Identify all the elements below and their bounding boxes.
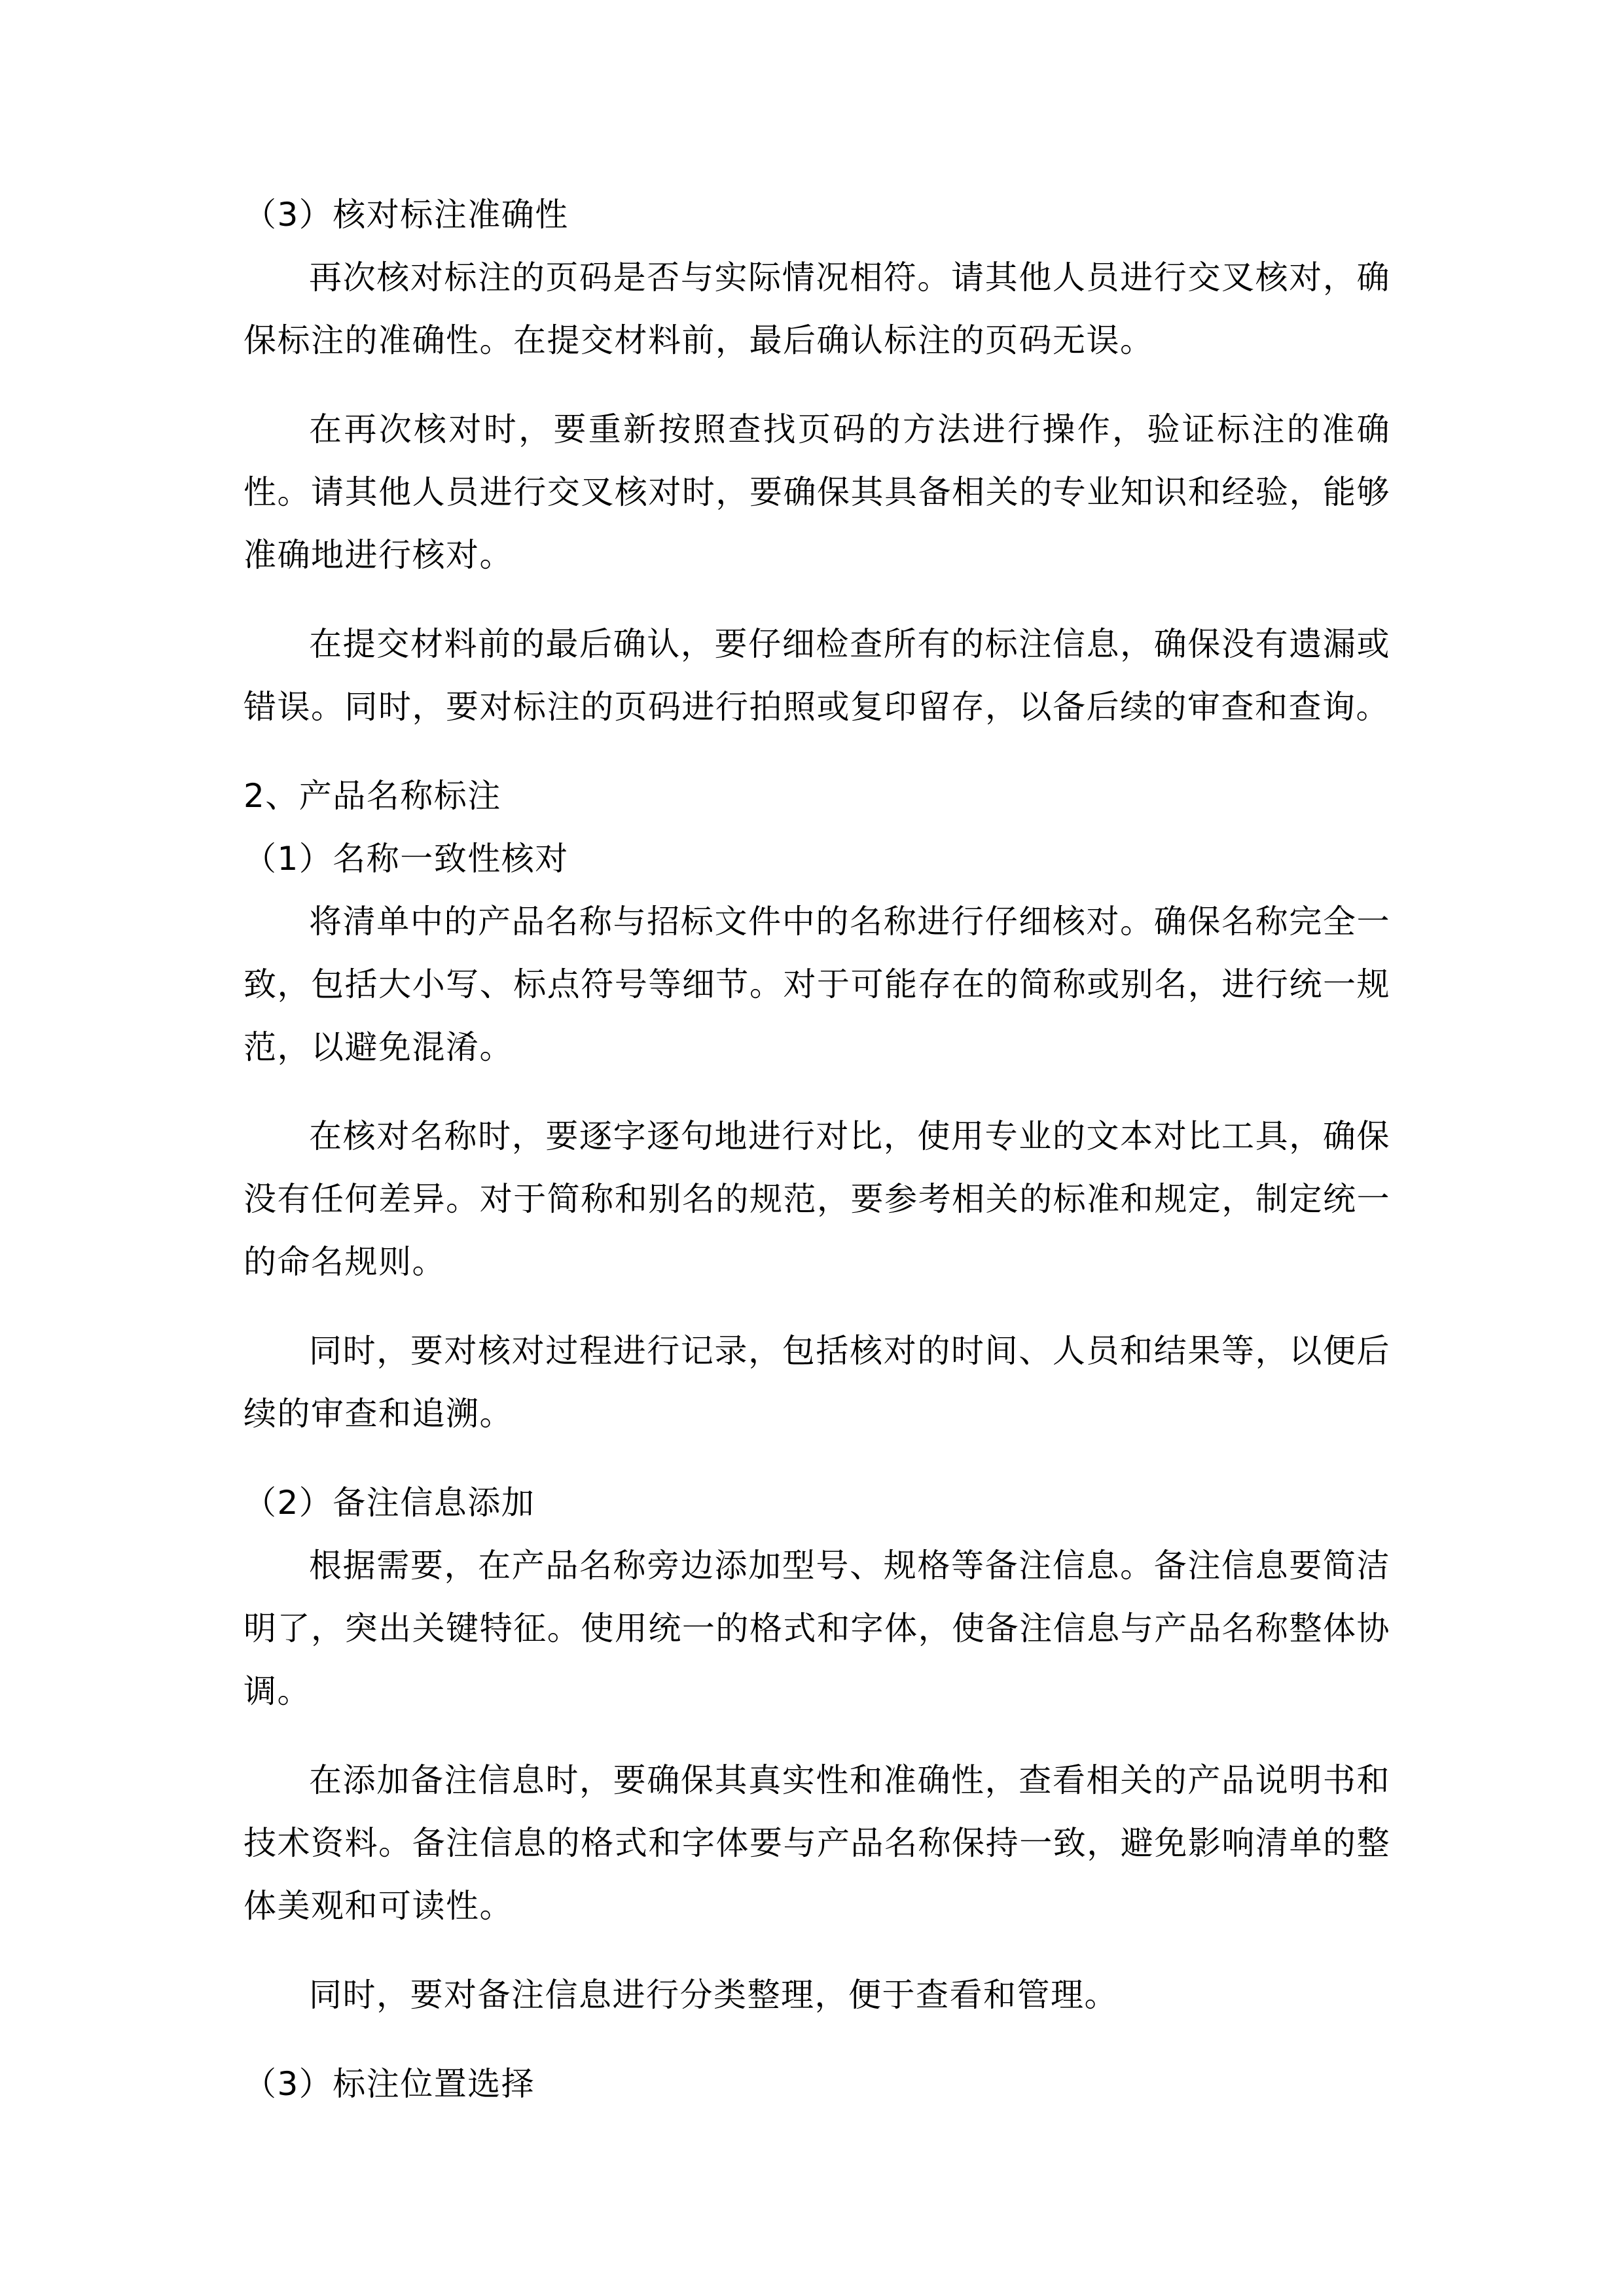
paragraph: 同时，要对备注信息进行分类整理，便于查看和管理。 <box>309 1976 1118 2014</box>
paragraph: 根据需要，在产品名称旁边添加型号、规格等备注信息。备注信息要简洁明了，突出关键特征。使用统一的格式和字体，使备注信息与产品名称整体协调。 <box>244 1547 1390 1710</box>
paragraph: 在再次核对时，要重新按照查找页码的方法进行操作，验证标注的准确性。请其他人员进行交叉核对时，要确保其具备相关的专业知识和经验，能够准确地进行核对。 <box>244 410 1390 574</box>
section-heading-verify-accuracy: （3）核对标注准确性 <box>244 196 569 234</box>
paragraph: 在核对名称时，要逐字逐句地进行对比，使用专业的文本对比工具，确保没有任何差异。对于简称和别名的规范，要参考相关的标准和规定，制定统一的命名规则。 <box>244 1117 1390 1281</box>
paragraph: 在添加备注信息时，要确保其真实性和准确性，查看相关的产品说明书和技术资料。备注信息的格式和字体要与产品名称保持一致，避免影响清单的整体美观和可读性。 <box>244 1761 1390 1925</box>
section-heading-name-consistency: （1）名称一致性核对 <box>244 840 569 878</box>
section-heading-remarks: （2）备注信息添加 <box>244 1484 535 1522</box>
paragraph: 再次核对标注的页码是否与实际情况相符。请其他人员进行交叉核对，确保标注的准确性。在提交材料前，最后确认标注的页码无误。 <box>244 259 1390 359</box>
paragraph: 将清单中的产品名称与招标文件中的名称进行仔细核对。确保名称完全一致，包括大小写、标点符号等细节。对于可能存在的简称或别名，进行统一规范，以避免混淆。 <box>244 903 1390 1066</box>
section-heading-label-position: （3）标注位置选择 <box>244 2065 535 2103</box>
paragraph: 同时，要对核对过程进行记录，包括核对的时间、人员和结果等，以便后续的审查和追溯。 <box>244 1332 1390 1433</box>
document-body <box>244 183 1390 2115</box>
paragraph: 在提交材料前的最后确认，要仔细检查所有的标注信息，确保没有遗漏或错误。同时，要对标注的页码进行拍照或复印留存，以备后续的审查和查询。 <box>244 625 1390 726</box>
section-heading-product-name: 2、产品名称标注 <box>244 777 501 815</box>
